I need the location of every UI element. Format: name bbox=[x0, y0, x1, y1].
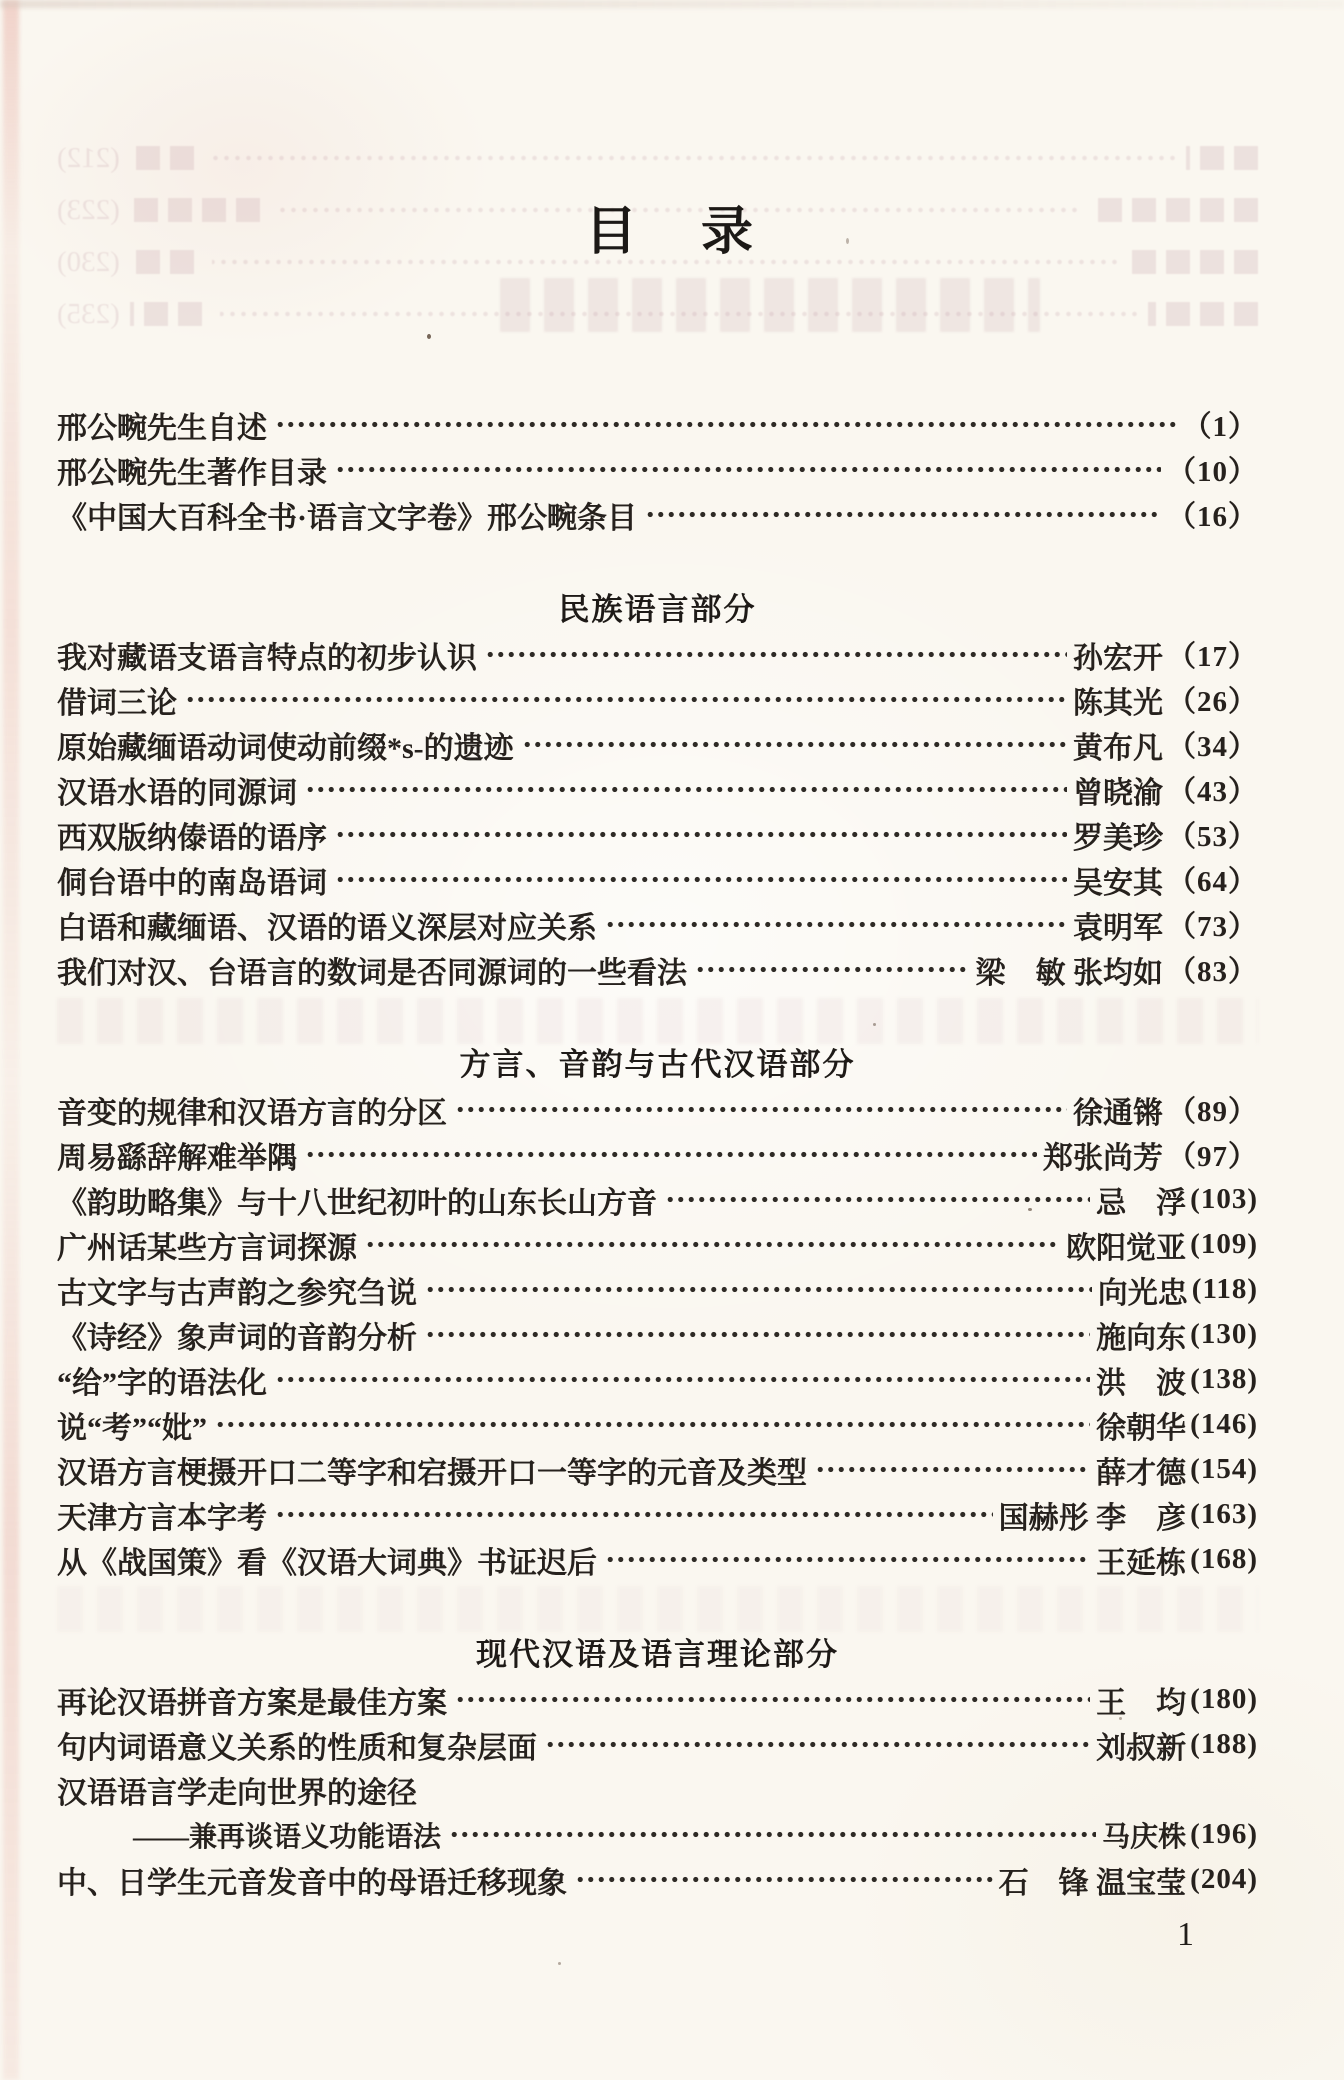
scan-edge-artifact bbox=[3, 0, 19, 2080]
toc-entry bbox=[57, 1357, 1258, 1402]
toc-entry bbox=[57, 1222, 1258, 1267]
entry-title: 邢公畹先生自述 bbox=[57, 411, 267, 445]
entry-page-number: （10） bbox=[1166, 456, 1258, 488]
entry-page-number: (146) bbox=[1190, 1408, 1258, 1440]
toc-entry bbox=[57, 947, 1258, 992]
bleed-page-number: (223) bbox=[57, 193, 120, 226]
entry-title: 汉语语言学走向世界的途径 bbox=[57, 1776, 417, 1810]
entry-author: 黄布凡 bbox=[1072, 731, 1163, 765]
toc-entry bbox=[57, 767, 1258, 812]
entry-title: 我们对汉、台语言的数词是否同源词的一些看法 bbox=[57, 956, 687, 990]
entry-page-number: (163) bbox=[1190, 1498, 1258, 1530]
dot-leader bbox=[605, 902, 1067, 947]
dot-leader bbox=[335, 857, 1067, 902]
toc-entry bbox=[57, 1677, 1258, 1722]
entry-author: 洪 波 bbox=[1096, 1366, 1187, 1400]
entry-author: 刘叔新 bbox=[1096, 1731, 1187, 1765]
entry-page-number: (109) bbox=[1190, 1228, 1258, 1260]
table-of-contents bbox=[57, 402, 1258, 1902]
entry-page-number: （43） bbox=[1166, 776, 1258, 808]
dot-leader bbox=[215, 1402, 1090, 1447]
scan-edge-artifact-top bbox=[0, 0, 1344, 8]
entry-page-number: （17） bbox=[1166, 641, 1258, 673]
dot-leader bbox=[365, 1222, 1060, 1267]
entry-author: 欧阳觉亚 bbox=[1066, 1231, 1187, 1265]
toc-entry bbox=[57, 1402, 1258, 1447]
entry-author: 忌 浮 bbox=[1096, 1186, 1187, 1220]
toc-entry bbox=[57, 1312, 1258, 1357]
dot-leader bbox=[275, 1492, 993, 1537]
entry-author: 吴安其 bbox=[1072, 866, 1163, 900]
dot-leader bbox=[185, 677, 1067, 722]
entry-title: 周易繇辞解难举隅 bbox=[57, 1141, 297, 1175]
entry-title: 说“考”“妣” bbox=[57, 1411, 207, 1445]
entry-author: 马庆株 bbox=[1102, 1821, 1187, 1853]
bleed-title-smudge bbox=[1148, 302, 1258, 326]
entry-title: 《诗经》象声词的音韵分析 bbox=[57, 1321, 417, 1355]
toc-entry bbox=[57, 722, 1258, 767]
entry-page-number: （1） bbox=[1182, 411, 1258, 443]
entry-title: 天津方言本字考 bbox=[57, 1501, 267, 1535]
entry-author: 王延栋 bbox=[1096, 1546, 1187, 1580]
entry-page-number: （53） bbox=[1166, 821, 1258, 853]
entry-title: 音变的规律和汉语方言的分区 bbox=[57, 1096, 447, 1130]
bleed-page-number: (235) bbox=[57, 297, 120, 330]
entry-title: 《中国大百科全书·语言文字卷》邢公畹条目 bbox=[57, 501, 638, 535]
entry-title: 原始藏缅语动词使动前缀*s-的遗迹 bbox=[57, 731, 514, 765]
toc-entry bbox=[57, 1177, 1258, 1222]
entry-author: 石 锋 温宝莹 bbox=[998, 1866, 1187, 1900]
entry-author: 徐通锵 bbox=[1072, 1096, 1163, 1130]
bleed-dot-leader bbox=[212, 132, 1178, 184]
entry-author: 罗美珍 bbox=[1072, 821, 1163, 855]
toc-entry bbox=[57, 1857, 1258, 1902]
toc-entry bbox=[57, 402, 1258, 447]
toc-entry bbox=[57, 677, 1258, 722]
page-title: 目 录 bbox=[584, 203, 759, 261]
dot-leader bbox=[449, 1812, 1096, 1857]
dot-leader bbox=[335, 447, 1161, 492]
entry-author: 向光忠 bbox=[1097, 1276, 1188, 1310]
bleed-page-number: (212) bbox=[57, 141, 120, 174]
dot-leader bbox=[485, 632, 1067, 677]
dot-leader bbox=[425, 1312, 1090, 1357]
entry-author: 袁明军 bbox=[1072, 911, 1163, 945]
dot-leader bbox=[575, 1857, 993, 1902]
entry-title: 我对藏语支语言特点的初步认识 bbox=[57, 641, 477, 675]
entry-title: 句内词语意义关系的性质和复杂层面 bbox=[57, 1731, 537, 1765]
dot-leader bbox=[545, 1722, 1090, 1767]
entry-title: 从《战国策》看《汉语大词典》书证迟后 bbox=[57, 1546, 597, 1580]
dot-leader bbox=[665, 1177, 1090, 1222]
entry-page-number: (154) bbox=[1190, 1453, 1258, 1485]
entry-title: “给”字的语法化 bbox=[57, 1366, 267, 1400]
entry-author: 孙宏开 bbox=[1072, 641, 1163, 675]
entry-page-number: (180) bbox=[1190, 1683, 1258, 1715]
entry-page-number: （64） bbox=[1166, 866, 1258, 898]
dot-leader bbox=[455, 1677, 1090, 1722]
entry-title: 再论汉语拼音方案是最佳方案 bbox=[57, 1686, 447, 1720]
entry-author: 国赫彤 李 彦 bbox=[998, 1501, 1187, 1535]
entry-page-number: (130) bbox=[1190, 1318, 1258, 1350]
entry-title: 白语和藏缅语、汉语的语义深层对应关系 bbox=[57, 911, 597, 945]
entry-title: 西双版纳傣语的语序 bbox=[57, 821, 327, 855]
entry-author: 郑张尚芳 bbox=[1042, 1141, 1163, 1175]
entry-title: ——兼再谈语义功能语法 bbox=[133, 1821, 442, 1853]
section-header: 现代汉语及语言理论部分 bbox=[476, 1637, 839, 1672]
section-header: 民族语言部分 bbox=[558, 592, 757, 627]
section-header: 方言、音韵与古代汉语部分 bbox=[459, 1047, 856, 1082]
toc-entry bbox=[57, 1537, 1258, 1582]
dot-leader bbox=[275, 402, 1176, 447]
bleed-through-line bbox=[57, 132, 1258, 184]
toc-entry bbox=[57, 447, 1258, 492]
entry-title: 《韵助略集》与十八世纪初叶的山东长山方音 bbox=[57, 1186, 657, 1220]
bleed-author-smudge bbox=[130, 146, 194, 170]
dot-leader bbox=[605, 1537, 1090, 1582]
toc-entry bbox=[57, 1087, 1258, 1132]
folio-page-number: 1 bbox=[1177, 1916, 1194, 1953]
entry-author: 陈其光 bbox=[1072, 686, 1163, 720]
dot-leader bbox=[522, 722, 1067, 767]
entry-page-number: （89） bbox=[1166, 1096, 1258, 1128]
entry-page-number: (188) bbox=[1190, 1728, 1258, 1760]
toc-entry bbox=[57, 1812, 1258, 1857]
entry-page-number: (103) bbox=[1190, 1183, 1258, 1215]
entry-page-number: (168) bbox=[1190, 1543, 1258, 1575]
entry-page-number: （73） bbox=[1166, 911, 1258, 943]
toc-entry bbox=[57, 1447, 1258, 1492]
toc-entry bbox=[57, 1767, 1258, 1812]
entry-page-number: （97） bbox=[1166, 1141, 1258, 1173]
entry-page-number: (196) bbox=[1190, 1818, 1258, 1850]
entry-author: 曾晓渝 bbox=[1072, 776, 1163, 810]
dot-leader bbox=[275, 1357, 1090, 1402]
entry-title: 中、日学生元音发音中的母语迁移现象 bbox=[57, 1866, 567, 1900]
toc-entry bbox=[57, 1267, 1258, 1312]
entry-author: 徐朝华 bbox=[1096, 1411, 1187, 1445]
toc-entry bbox=[57, 1132, 1258, 1177]
entry-page-number: (118) bbox=[1191, 1273, 1258, 1305]
dot-leader bbox=[305, 1132, 1037, 1177]
entry-title: 广州话某些方言词探源 bbox=[57, 1231, 357, 1265]
entry-page-number: (204) bbox=[1190, 1863, 1258, 1895]
dot-leader bbox=[425, 1267, 1092, 1312]
entry-title: 侗台语中的南岛语词 bbox=[57, 866, 327, 900]
dot-leader bbox=[335, 812, 1067, 857]
toc-entry bbox=[57, 1492, 1258, 1537]
entry-page-number: （16） bbox=[1166, 501, 1258, 533]
entry-title: 古文字与古声韵之参究刍说 bbox=[57, 1276, 417, 1310]
dot-leader bbox=[305, 767, 1067, 812]
dot-leader bbox=[645, 492, 1161, 537]
toc-entry bbox=[57, 492, 1258, 537]
toc-entry bbox=[57, 812, 1258, 857]
toc-entry bbox=[57, 902, 1258, 947]
entry-author: 薛才德 bbox=[1096, 1456, 1187, 1490]
bleed-through-smudge bbox=[500, 278, 1040, 332]
entry-author: 梁 敏 张均如 bbox=[975, 956, 1163, 990]
entry-page-number: (138) bbox=[1190, 1363, 1258, 1395]
dot-leader bbox=[815, 1447, 1090, 1492]
entry-title: 汉语方言梗摄开口二等字和宕摄开口一等字的元音及类型 bbox=[57, 1456, 807, 1490]
entry-title: 邢公畹先生著作目录 bbox=[57, 456, 327, 490]
bleed-title-smudge bbox=[1186, 146, 1258, 170]
bleed-author-smudge bbox=[130, 302, 202, 326]
toc-entry bbox=[57, 632, 1258, 677]
dot-leader bbox=[455, 1087, 1067, 1132]
toc-entry bbox=[57, 1722, 1258, 1767]
entry-author: 王 均 bbox=[1096, 1686, 1187, 1720]
bleed-page-number: (230) bbox=[57, 245, 120, 278]
entry-page-number: （83） bbox=[1166, 956, 1258, 988]
entry-author: 施向东 bbox=[1096, 1321, 1187, 1355]
entry-page-number: （34） bbox=[1166, 731, 1258, 763]
entry-page-number: （26） bbox=[1166, 686, 1258, 718]
entry-title: 借词三论 bbox=[57, 686, 177, 720]
entry-title: 汉语水语的同源词 bbox=[57, 776, 297, 810]
toc-entry bbox=[57, 857, 1258, 902]
dot-leader bbox=[695, 947, 969, 992]
